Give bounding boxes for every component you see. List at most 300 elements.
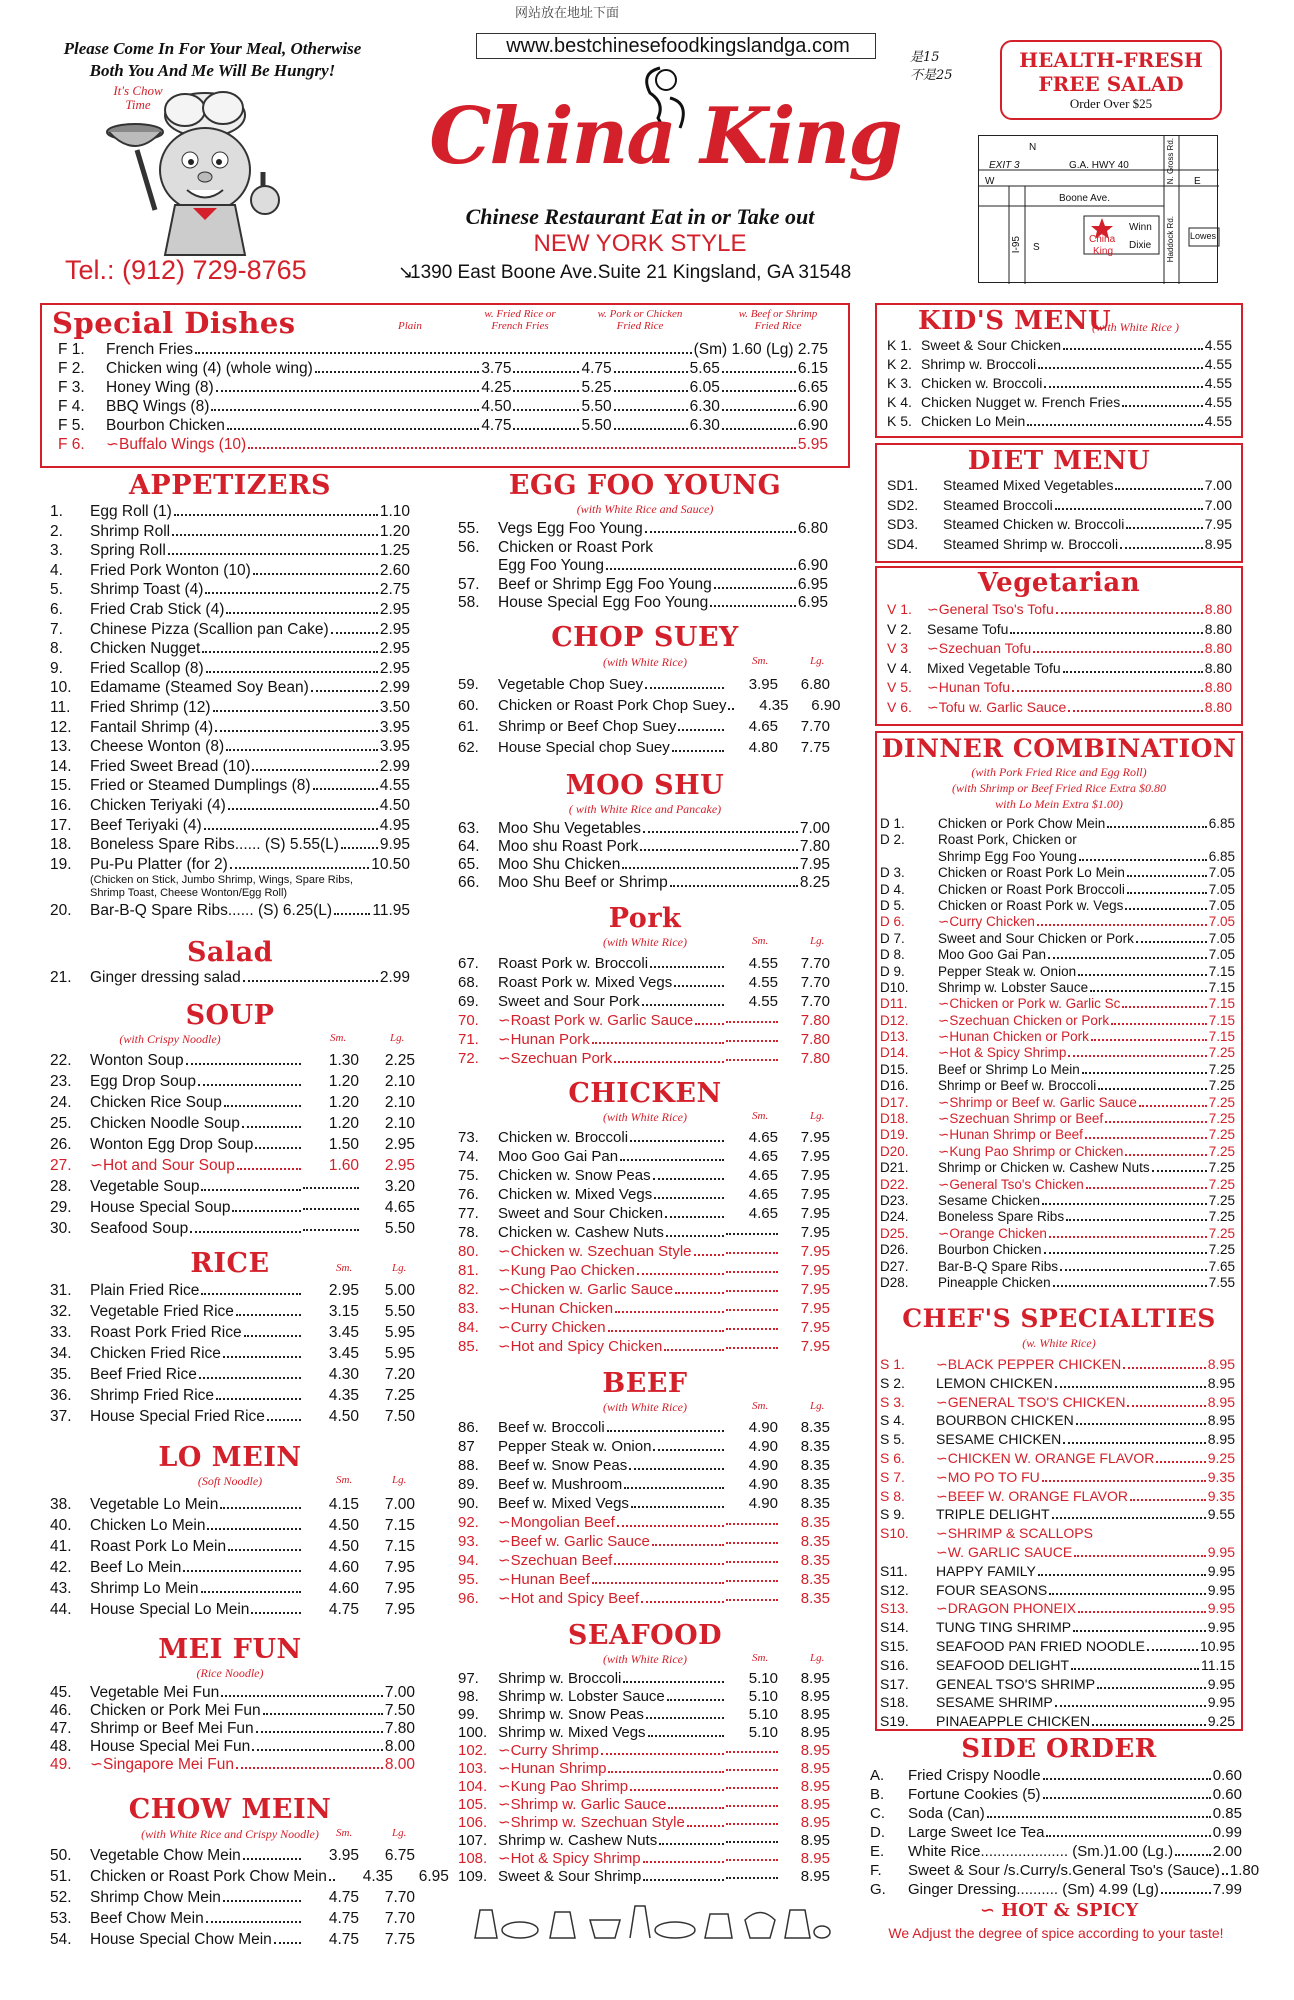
map-lowes: Lowes <box>1190 231 1217 241</box>
menu-item <box>880 1693 1235 1712</box>
item-name: Chicken w. Cashew Nuts <box>498 1224 664 1241</box>
item-price-large: 7.95 <box>800 1148 830 1165</box>
hot-pepper-icon: ∽ <box>106 436 119 453</box>
item-price-combo: 6.15 <box>797 360 828 377</box>
item-price: 7.25 <box>1208 1242 1235 1258</box>
item-number: 55. <box>458 520 480 537</box>
dot-leader <box>614 390 688 392</box>
menu-item <box>458 674 830 695</box>
dot-leader <box>255 1147 301 1149</box>
dot-leader <box>243 1858 301 1860</box>
hot-pepper-icon: ∽ <box>498 1281 511 1298</box>
dot-leader <box>1068 1055 1206 1057</box>
item-price-small: 4.90 <box>748 1438 778 1455</box>
menu-item <box>880 1675 1235 1694</box>
item-price-plain: 5.95 <box>797 436 828 453</box>
item-price-small: 4.50 <box>328 1408 359 1425</box>
item-name: BLACK PEPPER CHICKEN <box>947 1356 1122 1372</box>
item-name: Mongolian Beef <box>510 1514 615 1531</box>
item-price: 4.55 <box>1204 337 1232 353</box>
map-exit: EXIT 3 <box>989 160 1020 171</box>
item-name: Shrimp Roll <box>90 522 171 540</box>
menu-item <box>880 1712 1235 1731</box>
item-price-combo: 4.75 <box>581 360 612 377</box>
item-price-large: 7.95 <box>800 1300 830 1317</box>
menu-item <box>880 865 1235 881</box>
item-price: 7.05 <box>1208 930 1235 946</box>
item-name: Chicken or Roast Pork Chop Suey <box>498 697 727 714</box>
item-price-large: 7.95 <box>384 1559 415 1576</box>
hot-pepper-icon: ∽ <box>498 1552 511 1569</box>
hot-pepper-icon: ∽ <box>936 1543 948 1560</box>
menu-item <box>458 992 830 1011</box>
item-name: Moo Shu Beef or Shrimp <box>498 874 668 891</box>
menu-item <box>880 947 1235 963</box>
hot-pepper-icon: ∽ <box>90 1157 103 1174</box>
item-number: 85. <box>458 1338 479 1355</box>
dot-leader <box>1092 1724 1206 1726</box>
menu-item <box>458 1589 830 1608</box>
item-number: 34. <box>50 1345 72 1362</box>
item-name: W. GARLIC SAUCE <box>947 1543 1073 1560</box>
dot-leader <box>242 1126 301 1128</box>
chef-subtitle: (w. White Rice) <box>1022 1336 1096 1350</box>
menu-item <box>50 1756 415 1774</box>
pork-sm-header: Sm. <box>752 935 769 947</box>
menu-item <box>458 1437 830 1456</box>
item-price: 7.05 <box>1208 865 1235 881</box>
hot-pepper-icon: ∽ <box>498 1262 511 1279</box>
item-number: 51. <box>50 1868 72 1885</box>
item-name: Vegetable Chop Suey <box>498 676 644 693</box>
item-number: 74. <box>458 1148 479 1165</box>
pork-list <box>458 954 830 1068</box>
seafood-sm-header: Sm. <box>752 1652 769 1664</box>
item-number: S13. <box>880 1600 909 1617</box>
menu-item <box>880 1393 1235 1412</box>
item-number: 54. <box>50 1931 72 1948</box>
item-number: 104. <box>458 1778 488 1795</box>
dot-leader <box>252 1749 383 1751</box>
health-line-1: HEALTH-FRESH <box>1019 48 1203 72</box>
item-name: MO PO TO FU <box>947 1468 1040 1485</box>
menu-item <box>887 496 1232 516</box>
menu-item <box>870 1804 1242 1823</box>
dot-leader <box>226 612 377 614</box>
item-name: Hunan Beef <box>510 1571 590 1588</box>
dot-leader <box>642 1004 724 1006</box>
menu-item <box>50 796 410 816</box>
beef-sm-header: Sm. <box>752 1400 769 1412</box>
item-number: D 5. <box>880 897 905 913</box>
item-number: 33. <box>50 1324 72 1341</box>
hot-pepper-icon: ∽ <box>938 1176 950 1192</box>
item-number: 93. <box>458 1533 479 1550</box>
chef-title: CHEF'S SPECIALTIES <box>902 1304 1216 1333</box>
item-name: Mixed Vegetable Tofu <box>927 659 1061 676</box>
item-price: 8.95 <box>1207 1374 1235 1391</box>
item-price-large: 7.95 <box>800 1224 830 1241</box>
chicken-subtitle: (with White Rice) <box>603 1110 687 1124</box>
menu-item <box>887 535 1232 555</box>
item-name: Bourbon Chicken <box>106 417 225 434</box>
item-number: 18. <box>50 836 72 854</box>
item-price-small: 5.10 <box>748 1706 778 1723</box>
menu-item <box>50 659 410 679</box>
item-number: 38. <box>50 1496 72 1513</box>
map-dixie: Dixie <box>1129 240 1152 251</box>
menu-item <box>458 1337 830 1356</box>
menu-item <box>50 1599 415 1620</box>
dot-leader <box>1063 671 1203 673</box>
dot-leader <box>1038 367 1203 369</box>
menu-item <box>458 1318 830 1337</box>
item-number: 14. <box>50 757 72 775</box>
item-name: Roast Pork w. Broccoli <box>498 955 649 972</box>
item-price-large: 7.80 <box>800 1050 830 1067</box>
item-price-small: 4.55 <box>748 955 778 972</box>
item-price: 2.95 <box>379 620 410 638</box>
item-name: BOURBON CHICKEN <box>936 1412 1074 1429</box>
eggfoo-title: EGG FOO YOUNG <box>508 470 782 501</box>
item-number: D 3. <box>880 865 905 881</box>
item-price-large: 2.10 <box>384 1115 415 1132</box>
item-number: 9. <box>50 659 63 677</box>
item-price-large: 6.95 <box>418 1868 449 1885</box>
item-number: D13. <box>880 1029 909 1045</box>
item-price: 7.25 <box>1208 1094 1235 1110</box>
item-number: F 2. <box>58 360 85 377</box>
item-price-large: 7.95 <box>384 1580 415 1597</box>
item-number: 50. <box>50 1847 72 1864</box>
item-price-large: 5.95 <box>384 1345 415 1362</box>
dot-leader <box>1122 405 1203 407</box>
item-price-small: 3.45 <box>328 1345 359 1362</box>
menu-item <box>50 776 410 796</box>
item-name: Chinese Pizza (Scallion pan Cake) <box>90 620 329 638</box>
location-map <box>978 135 1218 283</box>
item-number: SD1. <box>887 477 919 493</box>
lomein-sm-header: Sm. <box>336 1474 353 1486</box>
dinner-list <box>880 816 1235 1291</box>
item-price: 4.55 <box>1204 356 1232 372</box>
seafood-lg-header: Lg. <box>810 1652 825 1664</box>
item-name: Pu-Pu Platter (for 2) <box>90 855 228 873</box>
item-price-small: 4.35 <box>328 1387 359 1404</box>
item-number: 35. <box>50 1366 72 1383</box>
item-price-small: 4.65 <box>748 1148 778 1165</box>
dot-leader <box>1044 386 1202 388</box>
menu-item <box>880 1062 1235 1078</box>
menu-item <box>458 1814 830 1832</box>
item-price: 7.25 <box>1208 1160 1235 1176</box>
dot-leader <box>607 1430 724 1432</box>
dot-leader <box>1044 1252 1207 1254</box>
item-price-combo: 6.90 <box>797 417 828 434</box>
item-number: F 4. <box>58 398 85 415</box>
item-number: SD3. <box>887 516 919 532</box>
item-number: 57. <box>458 575 480 593</box>
hot-pepper-icon: ∽ <box>498 1514 511 1531</box>
item-price-large: 7.15 <box>384 1538 415 1555</box>
item-name: Vegetable Soup <box>90 1178 200 1195</box>
dot-leader <box>172 534 378 536</box>
menu-item <box>458 1706 830 1724</box>
item-name: House Special chop Suey <box>498 739 670 756</box>
item-number: K 3. <box>887 375 912 391</box>
dot-leader <box>614 1061 724 1063</box>
item-number: 86. <box>458 1419 479 1436</box>
menu-item <box>50 1092 415 1113</box>
item-number: D24. <box>880 1209 909 1225</box>
item-number: D26. <box>880 1242 909 1258</box>
dot-leader <box>1052 1517 1206 1519</box>
menu-item <box>887 678 1232 698</box>
item-price: 9.55 <box>1207 1506 1235 1523</box>
item-price-small: 4.50 <box>328 1538 359 1555</box>
menu-item <box>880 1242 1235 1258</box>
rice-title: RICE <box>190 1248 270 1279</box>
menu-item <box>880 1226 1235 1242</box>
item-name: Moo Shu Vegetables <box>498 820 642 837</box>
menu-item <box>50 1738 415 1756</box>
item-name: Beef w. Mushroom <box>498 1476 623 1493</box>
dot-leader <box>1063 348 1203 350</box>
brand-name: China King <box>429 91 901 182</box>
item-name: House Special Fried Rice <box>90 1408 265 1425</box>
dot-leader <box>1042 1480 1206 1482</box>
item-price-plain: 4.50 <box>481 398 512 415</box>
item-price-large: 8.35 <box>800 1438 830 1455</box>
map-gross: N. Gross Rd. <box>1166 138 1175 185</box>
hot-pepper-icon: ∽ <box>938 1029 950 1045</box>
menu-item <box>880 1127 1235 1143</box>
item-number: 80. <box>458 1243 479 1260</box>
item-price: 7.25 <box>1208 1111 1235 1127</box>
item-number: S 3. <box>880 1393 905 1410</box>
item-number: D14. <box>880 1045 909 1061</box>
dot-leader <box>687 1825 724 1827</box>
item-number: 26. <box>50 1136 72 1153</box>
item-price-large: 7.80 <box>800 1012 830 1029</box>
dot-leader <box>630 1789 724 1791</box>
item-number: 61. <box>458 718 479 735</box>
menu-item <box>458 954 830 973</box>
item-price: 11.95 <box>372 902 410 920</box>
dot-leader <box>1127 875 1207 877</box>
menu-item <box>870 1766 1242 1785</box>
dot-leader <box>256 1731 383 1733</box>
item-name: Roast Pork Fried Rice <box>90 1324 242 1341</box>
item-price-large: 7.75 <box>800 739 830 756</box>
item-price: 6.95 <box>797 575 828 593</box>
item-number: K 1. <box>887 337 912 353</box>
item-name: Shrimp w. Cashew Nuts <box>498 1832 658 1849</box>
item-price-large: 8.95 <box>800 1796 830 1813</box>
dot-leader <box>624 1487 724 1489</box>
dot-leader <box>665 1216 724 1218</box>
item-number: B. <box>870 1786 885 1803</box>
eggfoo-list <box>458 520 828 613</box>
item-name: Chicken wing (4) (whole wing) <box>106 360 313 377</box>
item-number: 87 <box>458 1438 475 1455</box>
menu-item <box>50 1720 415 1738</box>
beef-subtitle: (with White Rice) <box>603 1400 687 1414</box>
item-number: S12. <box>880 1581 909 1598</box>
item-price-small <box>726 1057 778 1061</box>
item-number: 1. <box>50 503 63 520</box>
menu-item <box>458 1724 830 1742</box>
item-name: Roast Pork w. Garlic Sauce <box>510 1012 694 1029</box>
menu-item <box>880 1374 1235 1393</box>
meifun-title: MEI FUN <box>158 1634 302 1665</box>
item-number: 36. <box>50 1387 72 1404</box>
dot-leader <box>329 1879 335 1881</box>
dot-leader <box>313 788 378 790</box>
item-name: Shrimp Chow Mein <box>90 1889 221 1906</box>
item-name: SEAFOOD PAN FRIED NOODLE <box>936 1637 1145 1654</box>
item-number: C. <box>870 1805 885 1822</box>
hot-pepper-icon: ∽ <box>927 679 939 695</box>
item-price-small <box>726 1875 778 1879</box>
item-number: 100. <box>458 1724 488 1741</box>
dot-leader <box>629 1468 724 1470</box>
item-name: Szechuan Shrimp or Beef <box>949 1111 1104 1127</box>
item-number: D11. <box>880 996 908 1012</box>
menu-item <box>880 1430 1235 1449</box>
dot-leader <box>1055 508 1203 510</box>
hot-pepper-icon: ∽ <box>936 1356 948 1372</box>
item-number: 4. <box>50 561 63 579</box>
dot-leader <box>1097 1687 1206 1689</box>
menu-item <box>880 1487 1235 1506</box>
beef-lg-header: Lg. <box>810 1400 825 1412</box>
dot-leader <box>614 409 688 411</box>
menu-item <box>880 1581 1235 1600</box>
item-price-small: 5.10 <box>748 1670 778 1687</box>
menu-item <box>50 900 410 921</box>
menu-item <box>50 561 410 581</box>
item-name: Beef Teriyaki (4) <box>90 816 202 834</box>
item-name: Hot and Spicy Chicken <box>510 1338 663 1355</box>
website-url[interactable]: www.bestchinesefoodkingslandga.com <box>476 33 876 59</box>
dot-leader <box>654 1197 724 1199</box>
item-number: D 2. <box>880 832 905 848</box>
item-number: 68. <box>458 974 479 991</box>
menu-item <box>50 1515 415 1536</box>
menu-item <box>458 695 841 716</box>
appetizers-list <box>50 502 410 921</box>
item-name: Vegetable Fried Rice <box>90 1303 234 1320</box>
menu-item <box>50 718 410 738</box>
item-number: D 7. <box>880 930 905 946</box>
item-price-large: 8.35 <box>800 1533 830 1550</box>
dot-leader <box>722 371 796 373</box>
item-name: Shrimp w. Broccoli <box>498 1670 622 1687</box>
menu-item <box>50 816 410 836</box>
item-name: House Special Mei Fun <box>90 1738 251 1755</box>
menu-item <box>880 1275 1235 1291</box>
item-price-small: 1.20 <box>328 1094 359 1111</box>
item-name: Shrimp w. Mixed Vegs <box>498 1724 646 1741</box>
item-price: 7.80 <box>384 1720 415 1737</box>
item-price: 8.80 <box>1204 620 1232 637</box>
item-price-small: 4.65 <box>748 1129 778 1146</box>
cn-note: 网站放在地址下面 <box>515 6 620 21</box>
menu-item <box>458 576 828 595</box>
diet-list <box>887 476 1232 554</box>
menu-item <box>880 980 1235 996</box>
item-name: Chicken or Pork Chow Mein <box>938 816 1106 831</box>
dot-leader <box>253 573 378 575</box>
item-price-large: 7.95 <box>800 1167 830 1184</box>
chow-time-label: It's Chow Time <box>113 83 163 112</box>
item-price-plain: 4.25 <box>481 379 512 396</box>
dot-leader <box>643 831 798 833</box>
dot-leader <box>1043 1778 1211 1780</box>
item-number: S 9. <box>880 1506 905 1523</box>
item-number: 69. <box>458 993 479 1010</box>
item-number: D28. <box>880 1274 909 1290</box>
item-price-small: 4.80 <box>748 739 778 756</box>
item-price-large: 8.35 <box>800 1495 830 1512</box>
item-price-large: 8.35 <box>800 1590 830 1607</box>
item-price-large: 7.95 <box>800 1129 830 1146</box>
item-price-small: 1.30 <box>328 1052 359 1069</box>
menu-item <box>458 1760 830 1778</box>
item-price-small: 2.95 <box>328 1282 359 1299</box>
hot-pepper-icon: ∽ <box>498 1533 511 1550</box>
item-price-combo: 5.65 <box>689 360 720 377</box>
hot-pepper-icon: ∽ <box>498 1778 511 1795</box>
item-name: Beef w. Mixed Vegs <box>498 1495 629 1512</box>
item-name: DRAGON PHONEIX <box>947 1600 1077 1617</box>
rice-list <box>50 1280 415 1427</box>
menu-item <box>50 737 410 757</box>
item-number: D21. <box>880 1160 909 1176</box>
item-name: Spring Roll <box>90 542 166 560</box>
hot-pepper-icon: ∽ <box>498 1300 511 1317</box>
item-number: 109. <box>458 1868 488 1885</box>
item-price-small <box>726 1767 778 1771</box>
item-number: 71. <box>458 1031 479 1048</box>
kids-list <box>887 336 1232 431</box>
dot-leader <box>1060 1269 1207 1271</box>
dot-leader <box>1066 1219 1207 1221</box>
item-name: Shrimp w. Lobster Sauce <box>498 1688 665 1705</box>
menu-item <box>50 1557 415 1578</box>
item-name: Tofu w. Garlic Sauce <box>938 698 1067 715</box>
dot-leader <box>1107 826 1206 828</box>
item-name: Chicken or Roast Pork Chow Mein <box>90 1868 327 1885</box>
item-number: 6. <box>50 600 63 618</box>
item-number: V 2. <box>887 620 912 637</box>
item-price-small <box>303 1227 359 1231</box>
dot-leader <box>244 1335 301 1337</box>
item-price: 4.95 <box>379 816 410 834</box>
menu-item <box>50 1343 415 1364</box>
dot-leader <box>1125 908 1206 910</box>
item-price-small: 4.90 <box>748 1457 778 1474</box>
item-number: D16. <box>880 1078 909 1094</box>
dot-leader <box>513 409 579 411</box>
item-number: E. <box>870 1843 885 1860</box>
col-fried-rice-fries: w. Fried Rice or French Fries <box>484 308 556 332</box>
dot-leader <box>206 671 378 673</box>
dot-leader <box>334 913 370 915</box>
menu-item <box>50 1301 415 1322</box>
dot-leader <box>236 1314 301 1316</box>
